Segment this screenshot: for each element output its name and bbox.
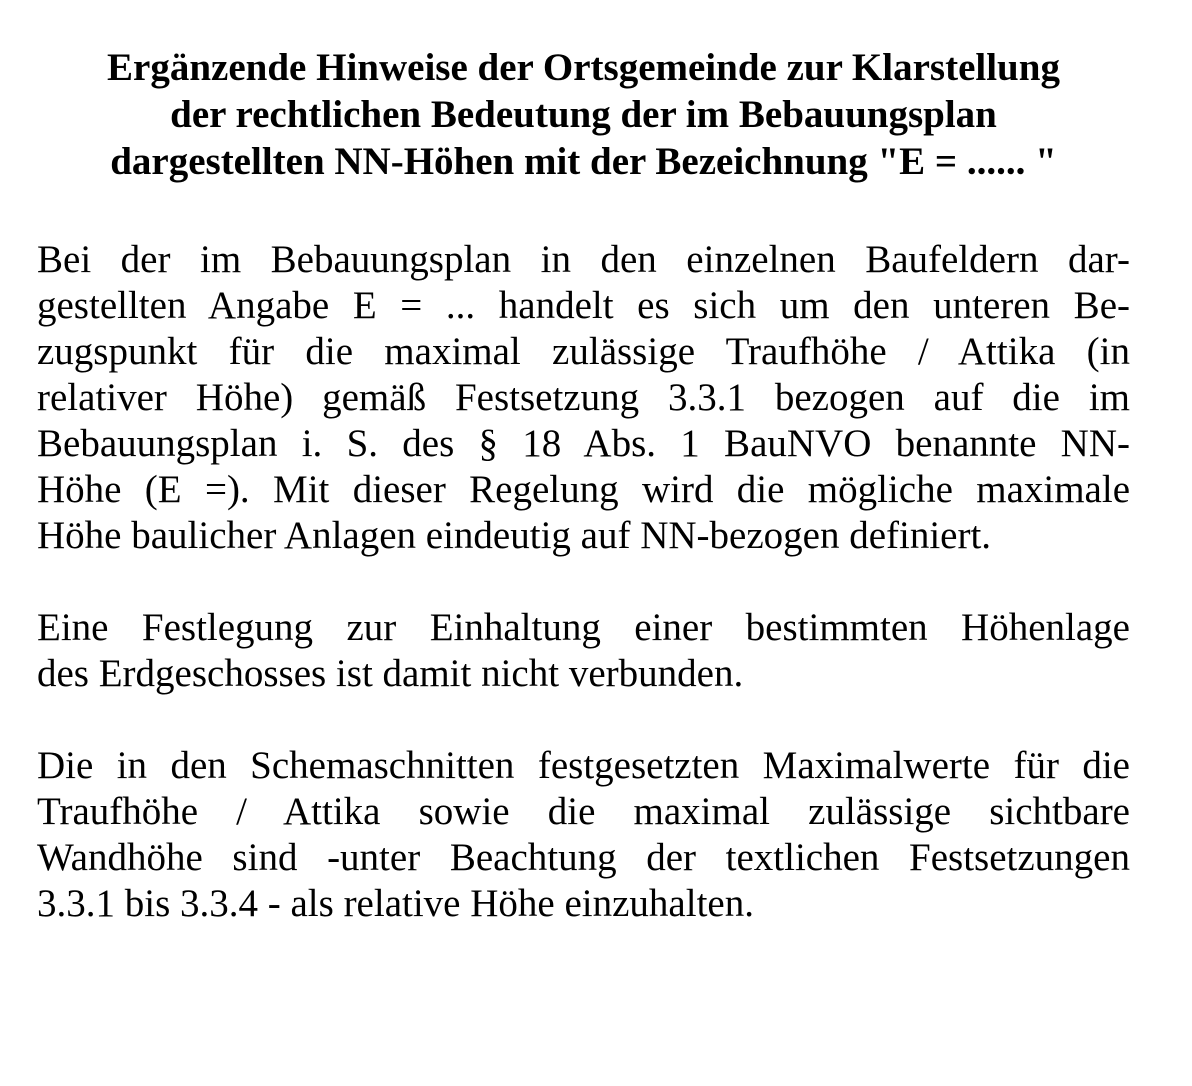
text-line: des Erdgeschosses ist damit nicht verbunden.: [37, 652, 744, 695]
document-title: [37, 44, 1130, 185]
text-line: Bei der im Bebauungsplan in den einzelnen Baufeldern dar-: [37, 238, 1130, 281]
title-line: der rechtlichen Bedeutung der im Bebauungsplan: [170, 93, 997, 136]
text-line: gestellten Angabe E = ... handelt es sich um den unteren Be-: [37, 284, 1130, 327]
text-line: zugspunkt für die maximal zulässige Traufhöhe / Attika (in: [37, 330, 1130, 373]
paragraph-ground-floor: [37, 605, 1130, 697]
text-line: Eine Festlegung zur Einhaltung einer bestimmten Höhenlage: [37, 606, 1130, 649]
text-line: Höhe baulicher Anlagen eindeutig auf NN-bezogen definiert.: [37, 514, 992, 557]
paragraph-reference-point: [37, 237, 1130, 559]
text-line: Bebauungsplan i. S. des § 18 Abs. 1 BauNVO benannte NN-: [37, 422, 1130, 465]
text-line: Die in den Schemaschnitten festgesetzten Maximalwerte für die: [37, 744, 1130, 787]
text-line: 3.3.1 bis 3.3.4 - als relative Höhe einzuhalten.: [37, 882, 754, 925]
text-line: Traufhöhe / Attika sowie die maximal zulässige sichtbare: [37, 790, 1130, 833]
text-line: Höhe (E =). Mit dieser Regelung wird die mögliche maximale: [37, 468, 1130, 511]
paragraph-maximum-values: [37, 743, 1130, 927]
text-line: relativer Höhe) gemäß Festsetzung 3.3.1 bezogen auf die im: [37, 376, 1130, 419]
document-page: [37, 44, 1130, 927]
text-line: Wandhöhe sind -unter Beachtung der textlichen Festsetzungen: [37, 836, 1130, 879]
title-line: dargestellten NN-Höhen mit der Bezeichnung "E = ...... ": [110, 140, 1057, 183]
title-line: Ergänzende Hinweise der Ortsgemeinde zur Klarstellung: [107, 46, 1060, 89]
